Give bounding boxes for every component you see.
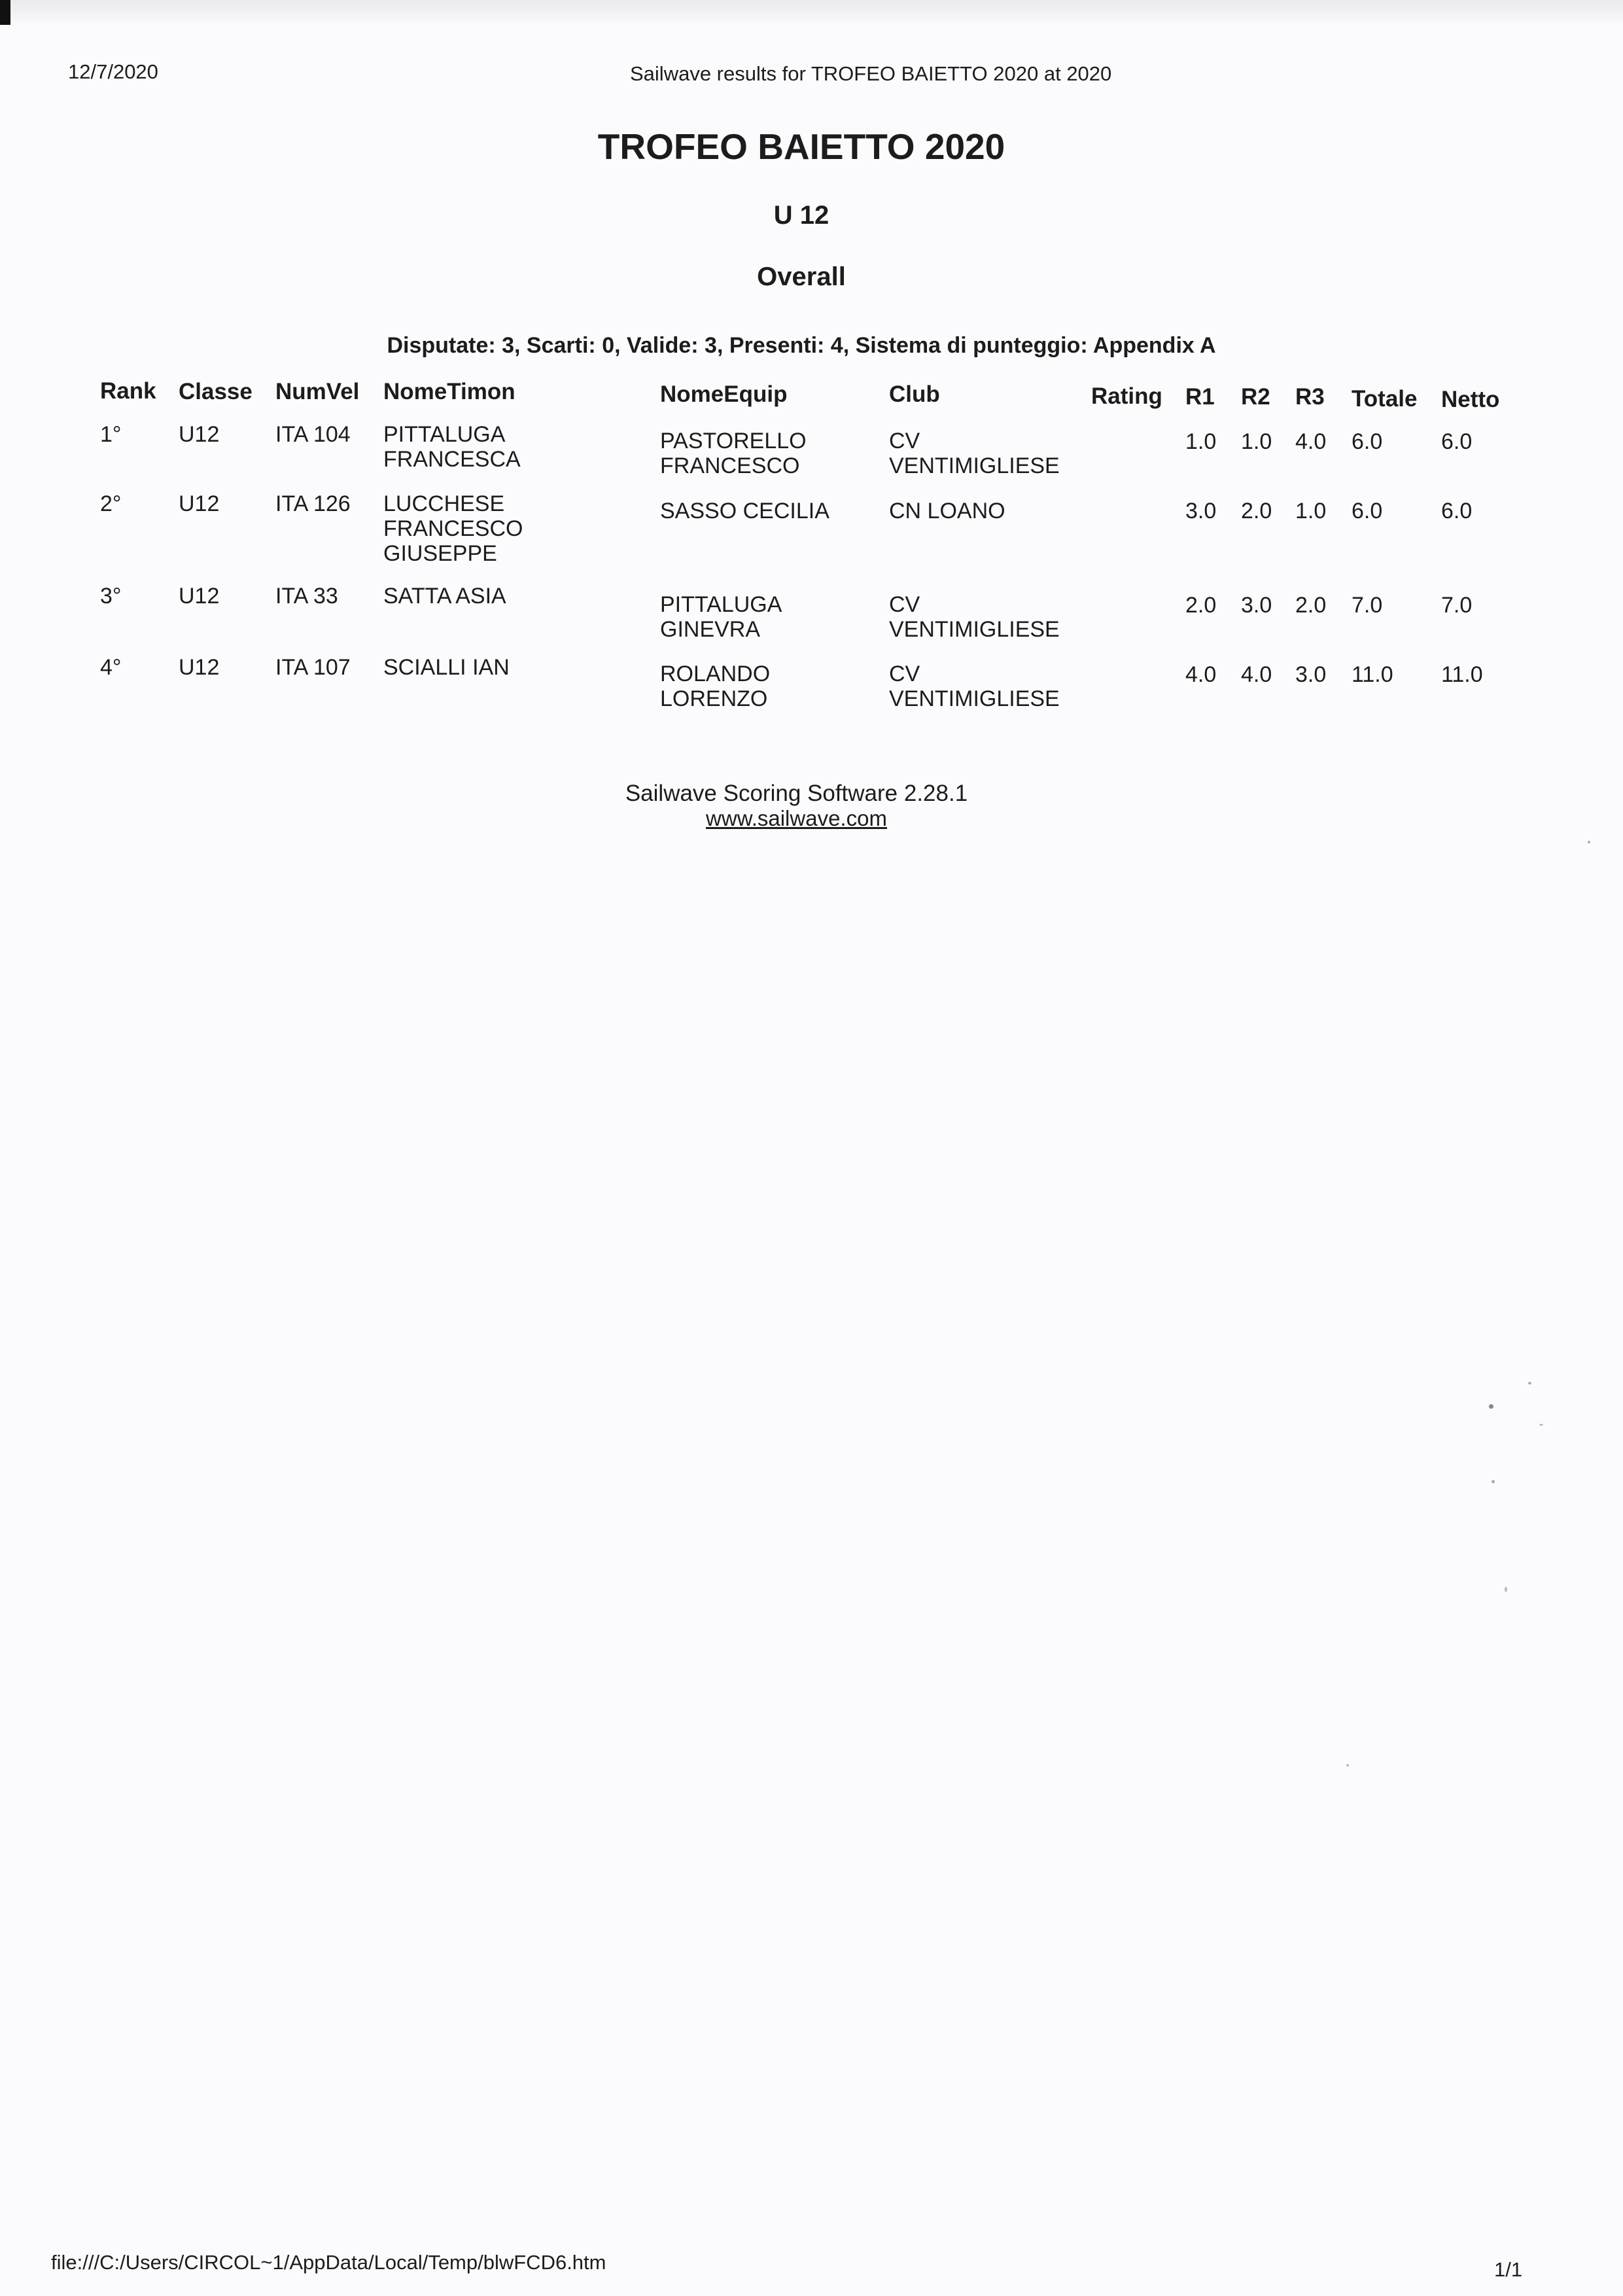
cell-club: VENTIMIGLIESE: [889, 686, 1060, 711]
cell-classe: U12: [179, 655, 220, 680]
col-header-club: Club: [889, 381, 940, 407]
cell-timon: PITTALUGA: [383, 422, 506, 447]
cell-club: CN LOANO: [889, 499, 1005, 523]
scan-speck: [1588, 841, 1590, 843]
cell-totale: 11.0: [1352, 662, 1393, 687]
cell-club: CV: [889, 662, 920, 686]
cell-netto: 6.0: [1441, 499, 1473, 523]
cell-rank: 2°: [100, 491, 122, 516]
event-title: TROFEO BAIETTO 2020: [597, 126, 1005, 167]
race-summary: Disputate: 3, Scarti: 0, Valide: 3, Presenti: 4, Sistema di punteggio: Appendix A: [387, 333, 1216, 358]
cell-r2: 1.0: [1241, 429, 1272, 454]
cell-equip: LORENZO: [660, 686, 768, 711]
scan-speck: [1539, 1424, 1543, 1426]
software-credit: Sailwave Scoring Software 2.28.1: [625, 781, 968, 806]
col-header-r1: R1: [1185, 384, 1215, 410]
col-header-numvel: NumVel: [275, 379, 360, 404]
cell-numvel: ITA 104: [275, 422, 351, 447]
cell-equip: ROLANDO: [660, 662, 771, 686]
cell-netto: 7.0: [1441, 593, 1473, 618]
cell-timon: GIUSEPPE: [383, 541, 497, 566]
col-header-r2: R2: [1241, 384, 1270, 410]
results-table: [0, 0, 1623, 752]
cell-club: VENTIMIGLIESE: [889, 617, 1060, 642]
col-header-r3: R3: [1295, 384, 1325, 410]
cell-timon: SATTA ASIA: [383, 584, 506, 609]
cell-totale: 6.0: [1352, 499, 1383, 523]
col-header-classe: Classe: [179, 379, 253, 404]
file-path: file:///C:/Users/CIRCOL~1/AppData/Local/Temp/blwFCD6.htm: [51, 2251, 606, 2274]
page-number: 1/1: [1494, 2258, 1523, 2281]
cell-r3: 4.0: [1295, 429, 1327, 454]
class-heading: U 12: [773, 201, 829, 230]
cell-r1: 1.0: [1185, 429, 1217, 454]
cell-r1: 4.0: [1185, 662, 1217, 687]
cell-timon: FRANCESCO: [383, 516, 523, 541]
cell-r2: 4.0: [1241, 662, 1272, 687]
print-date: 12/7/2020: [68, 60, 158, 83]
cell-numvel: ITA 33: [275, 584, 338, 609]
cell-classe: U12: [179, 584, 220, 609]
cell-numvel: ITA 107: [275, 655, 351, 680]
cell-r1: 2.0: [1185, 593, 1217, 618]
cell-equip: PASTORELLO: [660, 429, 807, 453]
scan-speck: [1528, 1382, 1531, 1385]
col-header-totale: Totale: [1352, 386, 1418, 412]
cell-rank: 1°: [100, 422, 122, 447]
print-page-title: Sailwave results for TROFEO BAIETTO 2020 at 2020: [630, 62, 1112, 85]
col-header-rating: Rating: [1091, 383, 1162, 409]
cell-totale: 6.0: [1352, 429, 1383, 454]
scan-speck: [1492, 1480, 1495, 1483]
cell-r3: 2.0: [1295, 593, 1327, 618]
cell-r3: 3.0: [1295, 662, 1327, 687]
scan-speck: [1505, 1587, 1507, 1592]
cell-equip: SASSO CECILIA: [660, 499, 829, 523]
cell-timon: LUCCHESE: [383, 491, 505, 516]
cell-netto: 6.0: [1441, 429, 1473, 454]
cell-totale: 7.0: [1352, 593, 1383, 618]
cell-numvel: ITA 126: [275, 491, 351, 516]
overall-heading: Overall: [757, 262, 846, 291]
scan-speck: [1346, 1764, 1349, 1767]
scan-speck: [1489, 1404, 1493, 1409]
cell-club: CV: [889, 592, 920, 617]
cell-classe: U12: [179, 491, 220, 516]
col-header-nometimon: NomeTimon: [383, 379, 515, 404]
cell-r2: 2.0: [1241, 499, 1272, 523]
cell-r2: 3.0: [1241, 593, 1272, 618]
col-header-rank: Rank: [100, 378, 156, 404]
sailwave-link[interactable]: www.sailwave.com: [706, 806, 887, 830]
cell-timon: FRANCESCA: [383, 447, 521, 472]
cell-club: CV: [889, 429, 920, 453]
cell-equip: GINEVRA: [660, 617, 761, 642]
cell-r3: 1.0: [1295, 499, 1327, 523]
cell-timon: SCIALLI IAN: [383, 655, 510, 680]
sailwave-link-wrap: [0, 806, 1593, 831]
col-header-netto: Netto: [1441, 387, 1500, 412]
cell-equip: PITTALUGA: [660, 592, 782, 617]
cell-rank: 4°: [100, 655, 122, 680]
cell-r1: 3.0: [1185, 499, 1217, 523]
cell-equip: FRANCESCO: [660, 453, 800, 478]
cell-club: VENTIMIGLIESE: [889, 453, 1060, 478]
cell-netto: 11.0: [1441, 662, 1483, 687]
cell-rank: 3°: [100, 584, 122, 609]
cell-classe: U12: [179, 422, 220, 447]
col-header-nomeequip: NomeEquip: [660, 381, 788, 407]
